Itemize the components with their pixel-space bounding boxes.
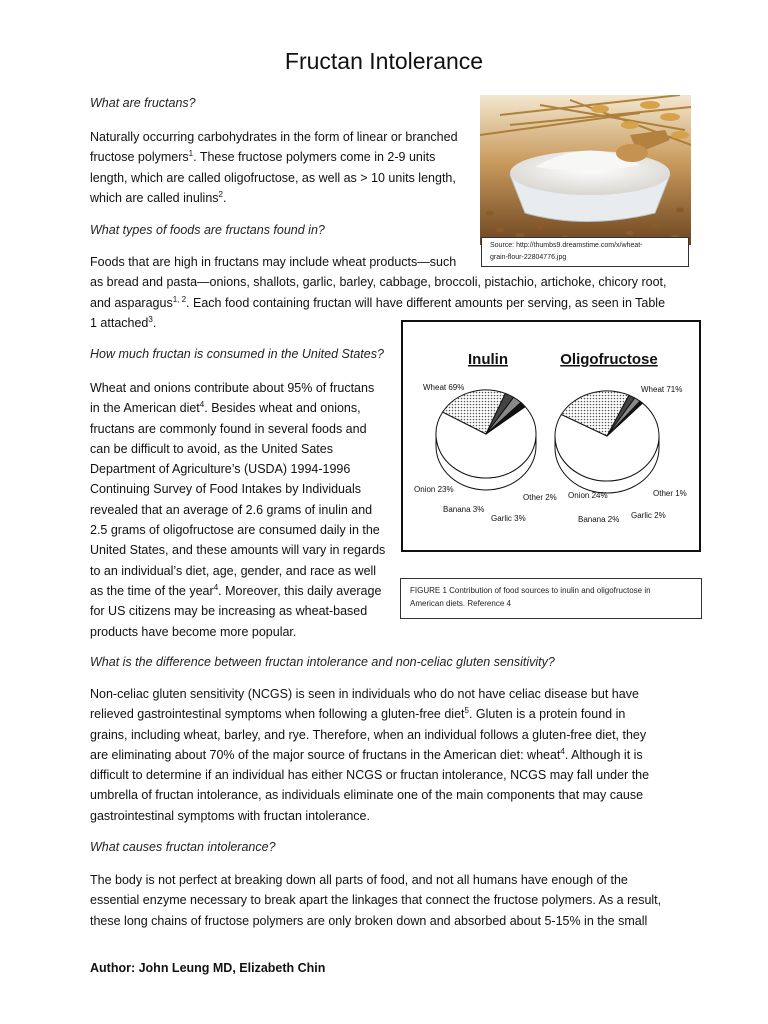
pie-slice-label: Banana 3%: [443, 505, 485, 514]
pie-title: Oligofructose: [560, 351, 658, 368]
pie-slice-label: Wheat 71%: [641, 385, 683, 394]
text-line: length, which are called oligofructose, as well as > 10 units length,: [90, 170, 456, 185]
paragraph-fructans-definition: [90, 127, 458, 208]
text-line: fructans are commonly found in several foods and: [90, 421, 367, 436]
text-line: 1 attached$^3$.: [90, 314, 157, 330]
text-line: products have become more popular.: [90, 624, 297, 639]
pie-slice-label: Other 2%: [523, 493, 557, 502]
text-line: 2.5 grams of oligofructose are consumed daily in the: [90, 523, 380, 538]
text-line: United States, and these amounts will vary in regards: [90, 543, 386, 558]
text-line: to an individual’s diet, age, gender, and race as well: [90, 563, 377, 578]
pie-slice-label: Onion 23%: [414, 485, 454, 494]
author-line: Author: John Leung MD, Elizabeth Chin: [90, 961, 326, 975]
text-line: as bread and pasta—onions, shallots, garlic, barley, cabbage, broccoli, pistachio, artichoke, chicory root,: [90, 275, 667, 290]
pie-slice-label: Onion 24%: [568, 491, 608, 500]
text-line: Naturally occurring carbohydrates in the form of linear or branched: [90, 130, 458, 144]
question-causes: What causes fructan intolerance?: [90, 840, 276, 854]
citation: 4: [213, 582, 219, 592]
source-line: Source: http://thumbs9.dreamstime.com/x/wheat-: [490, 242, 643, 249]
text-line: fructose polymers$^1$. These fructose polymers come in 2-9 units: [90, 149, 436, 165]
wheat-flour-photo: [480, 95, 691, 245]
citation: 4: [560, 746, 565, 756]
pie-slice-label: Garlic 2%: [631, 511, 666, 520]
text-line: umbrella of fructan intolerance, as individuals eliminate one of the main components that may cause: [90, 788, 644, 803]
caption-line: American diets. Reference 4: [410, 599, 511, 608]
page-title: Fructan Intolerance: [284, 48, 484, 74]
text-line: these long chains of fructose polymers are only broken down and absorbed about 5-15% in the small: [90, 913, 648, 928]
figure-caption: [400, 578, 702, 619]
citation: 4: [199, 400, 205, 410]
figure-pie-charts: [401, 320, 701, 552]
pie-title: Inulin: [468, 351, 508, 368]
text-line: revealed that an average of 2.6 grams of inulin and: [90, 502, 373, 517]
paragraph-ncgs: [90, 684, 649, 826]
text-line: difficult to determine if an individual has either NCGS or fructan intolerance, NCGS may fall under the: [90, 768, 650, 783]
pie-slice-label: Wheat 69%: [423, 383, 465, 392]
text-line: essential enzyme necessary to break apart the linkages that connect the fructose polymers. As a result,: [90, 893, 662, 908]
text-line: which are called inulins$^2$.: [90, 189, 227, 205]
text-line: gastrointestinal symptoms with fructan intolerance.: [90, 808, 370, 823]
caption-line: FIGURE 1 Contribution of food sources to inulin and oligofructose in: [410, 586, 651, 595]
text-line: relieved gastrointestinal symptoms when following a gluten-free diet$^5$. Gluten is a protein found in: [90, 706, 626, 722]
source-line: grain-flour-22804776.jpg: [490, 254, 567, 261]
citation: 1: [188, 149, 194, 159]
question-what-are-fructans: What are fructans?: [90, 96, 196, 110]
text-line: grains, including wheat, barley, and rye. Therefore, when an individual follows a gluten-free diet, they: [90, 727, 647, 742]
text-line: can be difficult to avoid, as the United Sates: [90, 441, 333, 456]
text-line: and asparagus$^{1, 2}$. Each food containing fructan will have different amounts per serving, as seen in Table: [90, 294, 666, 310]
paragraph-consumption: [90, 378, 385, 642]
text-line: Continuing Survey of Food Intakes by Individuals: [90, 482, 361, 497]
question-food-types: What types of foods are fructans found in?: [90, 223, 325, 237]
pie-slice-label: Garlic 3%: [491, 514, 526, 523]
text-line: Wheat and onions contribute about 95% of fructans: [90, 381, 375, 395]
paragraph-causes: [90, 870, 661, 931]
text-line: Foods that are high in fructans may include wheat products—such: [90, 255, 457, 269]
citation: 2: [218, 189, 223, 199]
text-line: for US citizens may be increasing as wheat-based: [90, 604, 368, 619]
question-consumption-us: How much fructan is consumed in the United States?: [90, 347, 384, 361]
citation: 1, 2: [172, 294, 187, 304]
question-ncgs-difference: What is the difference between fructan intolerance and non-celiac gluten sensitivity?: [90, 655, 555, 669]
text-line: are eliminating about 70% of the major source of fructans in the American diet: wheat$^4$. Although it is: [90, 746, 643, 762]
text-line: in the American diet$^4$. Besides wheat and onions,: [90, 400, 361, 416]
pie-charts-svg: [403, 322, 699, 550]
text-line: as the time of the year$^4$. Moreover, this daily average: [90, 582, 382, 598]
pie-slice-label: Banana 2%: [578, 515, 620, 524]
citation: 3: [148, 314, 153, 324]
wheat-flour-illustration: [480, 95, 691, 245]
text-line: Non-celiac gluten sensitivity (NCGS) is seen in individuals who do not have celiac disease but have: [90, 687, 639, 701]
text-line: Department of Agriculture’s (USDA) 1994-1996: [90, 462, 351, 477]
pie-slice-label: Other 1%: [653, 489, 687, 498]
citation: 5: [464, 706, 469, 716]
text-line: The body is not perfect at breaking down all parts of food, and not all humans have enough of the: [90, 873, 628, 887]
